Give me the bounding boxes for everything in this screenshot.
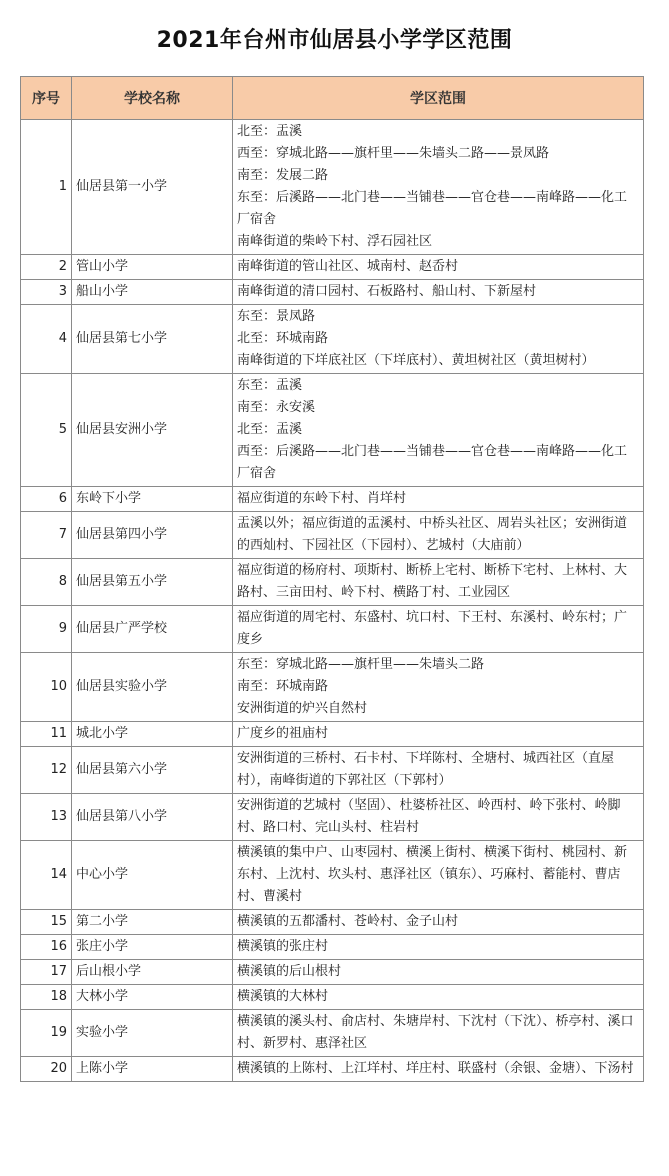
table-row — [21, 255, 644, 280]
school-name: 仙居县第六小学 — [72, 747, 233, 794]
district-line: 北至：盂溪 — [237, 422, 303, 437]
district-line: 西至：穿城北路——旗杆里——朱墙头二路——景凤路 — [237, 146, 550, 161]
table-row — [21, 985, 644, 1010]
school-name: 城北小学 — [72, 722, 233, 747]
district-range — [233, 512, 644, 559]
district-range — [233, 653, 644, 722]
district-range — [233, 559, 644, 606]
school-name: 仙居县实验小学 — [72, 653, 233, 722]
school-name: 实验小学 — [72, 1010, 233, 1057]
school-name: 后山根小学 — [72, 960, 233, 985]
table-row — [21, 935, 644, 960]
header-number: 序号 — [21, 77, 72, 120]
district-line: 南峰街道的柴岭下村、浮石园社区 — [237, 234, 433, 249]
district-range — [233, 841, 644, 910]
school-name: 张庄小学 — [72, 935, 233, 960]
table-row — [21, 960, 644, 985]
school-name: 东岭下小学 — [72, 487, 233, 512]
row-number: 3 — [21, 280, 72, 305]
district-line: 安洲街道的三桥村、石卡村、下垟陈村、全塘村、城西社区（直屋村），南峰街道的下郭社区（下郭村） — [237, 751, 615, 788]
school-name: 仙居县第五小学 — [72, 559, 233, 606]
school-district-table — [20, 76, 644, 1082]
district-range — [233, 374, 644, 487]
district-line: 东至：盂溪 — [237, 378, 303, 393]
row-number: 8 — [21, 559, 72, 606]
district-line: 横溪镇的后山根村 — [237, 964, 342, 979]
row-number: 20 — [21, 1057, 72, 1082]
district-range — [233, 794, 644, 841]
district-line: 东至：后溪路——北门巷——当铺巷——官仓巷——南峰路——化工厂宿舍 — [237, 190, 628, 227]
district-line: 福应街道的杨府村、项斯村、断桥上宅村、断桥下宅村、上林村、大路村、三亩田村、岭下村、横路丁村、工业园区 — [237, 563, 628, 600]
district-line: 北至：环城南路 — [237, 331, 329, 346]
district-range — [233, 606, 644, 653]
district-range — [233, 120, 644, 255]
district-range — [233, 985, 644, 1010]
table-row — [21, 841, 644, 910]
school-name: 仙居县第七小学 — [72, 305, 233, 374]
district-line: 西至：后溪路——北门巷——当铺巷——官仓巷——南峰路——化工厂宿舍 — [237, 444, 628, 481]
district-range — [233, 935, 644, 960]
district-line: 福应街道的周宅村、东盛村、坑口村、下王村、东溪村、岭东村；广度乡 — [237, 610, 628, 647]
table-body — [21, 120, 644, 1082]
row-number: 6 — [21, 487, 72, 512]
district-range — [233, 747, 644, 794]
school-name: 上陈小学 — [72, 1057, 233, 1082]
page-title: 2021年台州市仙居县小学学区范围 — [156, 27, 513, 53]
row-number: 15 — [21, 910, 72, 935]
table-row — [21, 512, 644, 559]
school-name: 管山小学 — [72, 255, 233, 280]
district-line: 南峰街道的下垟底社区（下垟底村）、黄坦树社区（黄坦树村） — [237, 353, 595, 368]
row-number: 14 — [21, 841, 72, 910]
district-line: 安洲街道的炉兴自然村 — [237, 701, 368, 716]
district-line: 横溪镇的五都潘村、苍岭村、金子山村 — [237, 914, 459, 929]
table-row — [21, 305, 644, 374]
table-row — [21, 910, 644, 935]
district-line: 南峰街道的清口园村、石板路村、船山村、下新屋村 — [237, 284, 537, 299]
row-number: 11 — [21, 722, 72, 747]
school-name: 第二小学 — [72, 910, 233, 935]
school-name: 船山小学 — [72, 280, 233, 305]
district-line: 南峰街道的管山社区、城南村、赵岙村 — [237, 259, 459, 274]
row-number: 16 — [21, 935, 72, 960]
district-range — [233, 722, 644, 747]
district-line: 南至：环城南路 — [237, 679, 329, 694]
district-range — [233, 305, 644, 374]
table-row — [21, 653, 644, 722]
school-name: 仙居县广严学校 — [72, 606, 233, 653]
district-line: 福应街道的东岭下村、肖垟村 — [237, 491, 407, 506]
school-name: 中心小学 — [72, 841, 233, 910]
district-line: 南至：永安溪 — [237, 400, 316, 415]
district-line: 横溪镇的张庄村 — [237, 939, 329, 954]
table-row — [21, 606, 644, 653]
school-name: 仙居县第四小学 — [72, 512, 233, 559]
district-line: 横溪镇的集中户、山枣园村、横溪上街村、横溪下街村、桃园村、新东村、上沈村、坎头村、惠泽社区（镇东）、巧麻村、蓄能村、曹店村、曹溪村 — [237, 845, 628, 904]
header-district-range: 学区范围 — [233, 77, 644, 120]
table-row — [21, 1010, 644, 1057]
table-row — [21, 794, 644, 841]
table-row — [21, 280, 644, 305]
district-line: 横溪镇的大林村 — [237, 989, 329, 1004]
row-number: 10 — [21, 653, 72, 722]
district-range — [233, 255, 644, 280]
school-name: 仙居县第一小学 — [72, 120, 233, 255]
table-row — [21, 374, 644, 487]
row-number: 7 — [21, 512, 72, 559]
district-range — [233, 1057, 644, 1082]
table-row — [21, 487, 644, 512]
district-range — [233, 910, 644, 935]
header-school-name: 学校名称 — [72, 77, 233, 120]
school-name: 仙居县第八小学 — [72, 794, 233, 841]
school-name: 大林小学 — [72, 985, 233, 1010]
district-line: 横溪镇的上陈村、上江垟村、垟庄村、联盛村（余银、金塘）、下汤村 — [237, 1061, 634, 1076]
district-line: 北至：盂溪 — [237, 124, 303, 139]
district-line: 东至：穿城北路——旗杆里——朱墙头二路 — [237, 657, 485, 672]
district-line: 盂溪以外；福应街道的盂溪村、中桥头社区、周岩头社区；安洲街道的西灿村、下园社区（下园村）、艺城村（大庙前） — [237, 516, 628, 553]
row-number: 12 — [21, 747, 72, 794]
row-number: 17 — [21, 960, 72, 985]
row-number: 1 — [21, 120, 72, 255]
district-line: 安洲街道的艺城村（坚固）、杜婆桥社区、岭西村、岭下张村、岭脚村、路口村、完山头村、柱岩村 — [237, 798, 621, 835]
table-row — [21, 1057, 644, 1082]
table-row — [21, 120, 644, 255]
row-number: 19 — [21, 1010, 72, 1057]
row-number: 9 — [21, 606, 72, 653]
row-number: 2 — [21, 255, 72, 280]
table-row — [21, 559, 644, 606]
district-line: 广度乡的祖庙村 — [237, 726, 329, 741]
row-number: 4 — [21, 305, 72, 374]
school-name: 仙居县安洲小学 — [72, 374, 233, 487]
table-header-row — [21, 77, 644, 120]
district-range — [233, 1010, 644, 1057]
district-range — [233, 960, 644, 985]
row-number: 18 — [21, 985, 72, 1010]
district-line: 东至：景凤路 — [237, 309, 316, 324]
table-row — [21, 747, 644, 794]
row-number: 13 — [21, 794, 72, 841]
row-number: 5 — [21, 374, 72, 487]
district-line: 南至：发展二路 — [237, 168, 329, 183]
table-row — [21, 722, 644, 747]
district-range — [233, 280, 644, 305]
district-range — [233, 487, 644, 512]
district-line: 横溪镇的溪头村、俞店村、朱塘岸村、下沈村（下沈）、桥亭村、溪口村、新罗村、惠泽社区 — [237, 1014, 634, 1051]
